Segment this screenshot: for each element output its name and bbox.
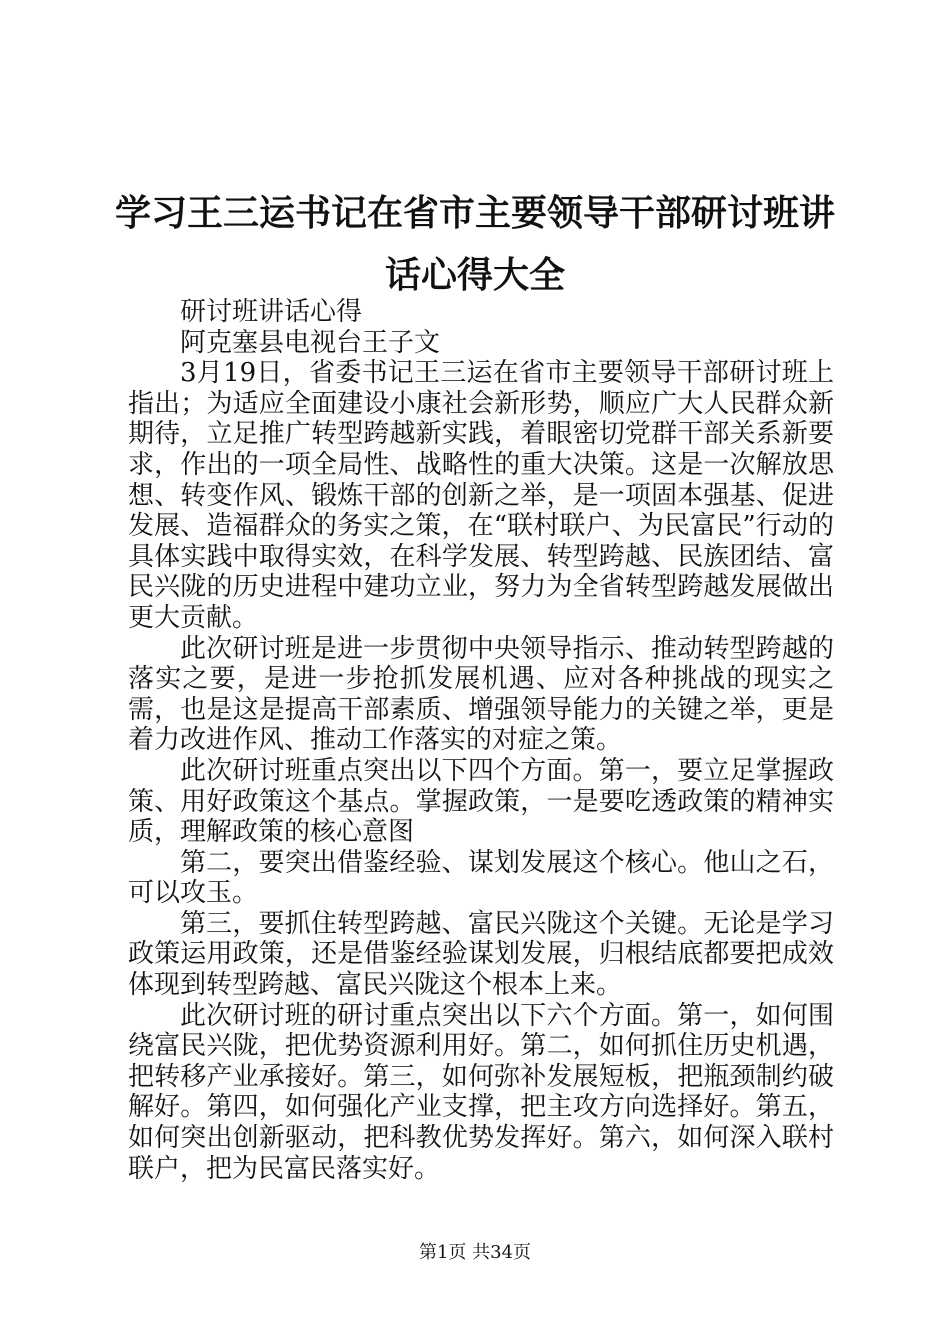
document-title: 学习王三运书记在省市主要领导干部研讨班讲话心得大全 xyxy=(114,193,835,296)
paragraph-4: 第二，要突出借鉴经验、谋划发展这个核心。他山之石，可以攻玉。 xyxy=(128,847,834,909)
page-footer: 第1页 共34页 xyxy=(418,1242,532,1263)
paragraph-3: 此次研讨班重点突出以下四个方面。第一，要立足掌握政策、用好政策这个基点。掌握政策，一是要吃透政策的精神实质，理解政策的核心意图 xyxy=(128,755,834,848)
paragraph-2: 此次研讨班是进一步贯彻中央领导指示、推动转型跨越的落实之要，是进一步抢抓发展机遇、应对各种挑战的现实之需，也是这是提高干部素质、增强领导能力的关键之举，更是着力改进作风、推动工作落实的对症之策。 xyxy=(128,633,834,756)
paragraph-5: 第三，要抓住转型跨越、富民兴陇这个关键。无论是学习政策运用政策，还是借鉴经验谋划发展，归根结底都要把成效体现到转型跨越、富民兴陇这个根本上来。 xyxy=(128,908,834,1001)
paragraph-subtitle: 研讨班讲话心得 xyxy=(180,297,363,327)
paragraph-6: 此次研讨班的研讨重点突出以下六个方面。第一，如何围绕富民兴陇，把优势资源利用好。第二，如何抓住历史机遇，把转移产业承接好。第三，如何弥补发展短板，把瓶颈制约破解好。第四，如何强化产业支撑，把主攻方向选择好。第五，如何突出创新驱动，把科教优势发挥好。第六，如何深入联村联户，把为民富民落实好。 xyxy=(128,1000,834,1184)
paragraph-author: 阿克塞县电视台王子文 xyxy=(180,327,441,358)
document-body xyxy=(128,297,834,1184)
paragraph-1: 3月19日，省委书记王三运在省市主要领导干部研讨班上指出；为适应全面建设小康社会新形势，顺应广大人民群众新期待，立足推广转型跨越新实践，着眼密切党群干部关系新要求，作出的一项全局性、战略性的重大决策。这是一次解放思想、转变作风、锻炼干部的创新之举，是一项固本强基、促进发展、造福群众的务实之策，在“联村联户、为民富民”行动的具体实践中取得实效，在科学发展、转型跨越、民族团结、富民兴陇的历史进程中建功立业，努力为全省转型跨越发展做出更大贡献。 xyxy=(128,358,834,633)
